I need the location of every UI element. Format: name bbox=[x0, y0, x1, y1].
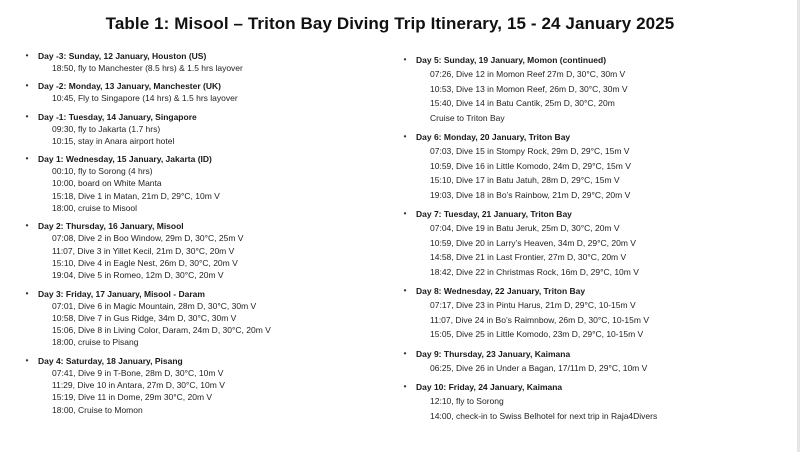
bullet-icon: • bbox=[25, 221, 29, 231]
day-heading-text: Day 6: Monday, 20 January, Triton Bay bbox=[416, 132, 571, 142]
itinerary-entry: 10:45, Fly to Singapore (14 hrs) & 1.5 hrs layover bbox=[52, 93, 238, 104]
day-heading-text: Day 7: Tuesday, 21 January, Triton Bay bbox=[416, 209, 572, 219]
itinerary-entry: 15:05, Dive 25 in Little Komodo, 23m D, 29°C, 10-15m V bbox=[430, 329, 644, 339]
itinerary-entry: 12:10, fly to Sorong bbox=[430, 396, 504, 406]
day-heading-text: Day 10: Friday, 24 January, Kaimana bbox=[416, 382, 563, 392]
itinerary-entry: 18:00, cruise to Misool bbox=[52, 203, 138, 214]
bullet-icon: • bbox=[25, 355, 29, 365]
itinerary-entry: 14:00, check-in to Swiss Belhotel for next trip in Raja4Divers bbox=[430, 410, 658, 421]
day-block bbox=[400, 348, 770, 376]
itinerary-entry: 00:10, fly to Sorong (4 hrs) bbox=[52, 166, 153, 177]
day-heading-text: Day 3: Friday, 17 January, Misool - Daram bbox=[38, 288, 205, 299]
day-entries-list bbox=[416, 221, 770, 279]
day-block bbox=[22, 288, 392, 349]
itinerary-entry: 11:29, Dive 10 in Antara, 27m D, 30°C, 10m V bbox=[52, 380, 225, 391]
bullet-icon: • bbox=[403, 286, 407, 295]
day-heading bbox=[403, 348, 770, 361]
itinerary-entry: 07:41, Dive 9 in T-Bone, 28m D, 30°C, 10m V bbox=[52, 367, 224, 378]
day-entries-list bbox=[38, 92, 392, 104]
day-block bbox=[22, 355, 392, 416]
day-block bbox=[22, 111, 392, 148]
itinerary-entry: 14:58, Dive 21 in Last Frontier, 27m D, 30°C, 20m V bbox=[430, 252, 627, 262]
day-heading bbox=[25, 288, 392, 300]
itinerary-entry: 15:06, Dive 8 in Living Color, Daram, 24m D, 30°C, 20m V bbox=[52, 325, 271, 336]
bullet-icon: • bbox=[403, 348, 407, 358]
itinerary-entry: 10:59, Dive 16 in Little Komodo, 24m D, 29°C, 15m V bbox=[430, 160, 631, 171]
itinerary-entry: 18:00, Cruise to Momon bbox=[52, 404, 143, 415]
itinerary-entry: 18:00, cruise to Pisang bbox=[52, 337, 139, 348]
day-block bbox=[22, 80, 392, 104]
itinerary-entry: 10:58, Dive 7 in Gus Ridge, 34m D, 30°C, 30m V bbox=[52, 312, 237, 323]
day-entries-list bbox=[416, 144, 770, 202]
day-heading-text: Day -3: Sunday, 12 January, Houston (US) bbox=[38, 51, 207, 61]
day-heading-text: Day 5: Sunday, 19 January, Momon (continued) bbox=[416, 55, 607, 65]
day-entries-list bbox=[38, 232, 392, 281]
itinerary-entry: 09:30, fly to Jakarta (1.7 hrs) bbox=[52, 123, 161, 134]
itinerary-entry: Cruise to Triton Bay bbox=[430, 112, 505, 123]
bullet-icon: • bbox=[25, 154, 29, 164]
day-entries-list bbox=[38, 123, 392, 148]
day-entries-list bbox=[38, 165, 392, 214]
bullet-icon: • bbox=[25, 51, 29, 60]
day-block bbox=[400, 208, 770, 279]
itinerary-entry: 11:07, Dive 3 in Yillet Kecil, 21m D, 30°C, 20m V bbox=[52, 245, 235, 256]
itinerary-entry: 19:04, Dive 5 in Romeo, 12m D, 30°C, 20m V bbox=[52, 270, 224, 281]
itinerary-entry: 07:08, Dive 2 in Boo Window, 29m D, 30°C, 25m V bbox=[52, 233, 244, 244]
day-heading bbox=[25, 153, 392, 165]
bullet-icon: • bbox=[25, 288, 29, 298]
itinerary-entry: 15:40, Dive 14 in Batu Cantik, 25m D, 30°C, 20m bbox=[430, 98, 615, 108]
itinerary-entry: 10:00, board on White Manta bbox=[52, 178, 162, 189]
itinerary-entry: 10:15, stay in Anara airport hotel bbox=[52, 135, 175, 146]
day-heading bbox=[403, 285, 770, 298]
itinerary-left-column bbox=[22, 50, 392, 422]
day-heading bbox=[403, 208, 770, 221]
day-heading-text: Day 2: Thursday, 16 January, Misool bbox=[38, 221, 184, 232]
day-entries-list bbox=[38, 367, 392, 416]
day-block bbox=[400, 131, 770, 202]
day-entries-list bbox=[416, 394, 770, 423]
itinerary-entry: 11:07, Dive 24 in Bo’s Raimnbow, 26m D, 30°C, 10-15m V bbox=[430, 314, 649, 325]
bullet-icon: • bbox=[403, 209, 407, 218]
day-block bbox=[400, 54, 770, 125]
page-title: Table 1: Misool – Triton Bay Diving Trip Itinerary, 15 - 24 January 2025 bbox=[105, 14, 675, 33]
day-heading bbox=[25, 80, 392, 92]
itinerary-entry: 15:10, Dive 4 in Eagle Nest, 26m D, 30°C, 20m V bbox=[52, 257, 238, 268]
day-heading bbox=[403, 131, 770, 144]
day-block bbox=[400, 381, 770, 423]
bullet-icon: • bbox=[403, 55, 407, 64]
itinerary-entry: 15:19, Dive 11 in Dome, 29m 30°C, 20m V bbox=[52, 392, 213, 403]
day-block bbox=[22, 50, 392, 74]
day-heading bbox=[25, 50, 392, 62]
itinerary-entry: 10:59, Dive 20 in Larry’s Heaven, 34m D, 29°C, 20m V bbox=[430, 237, 636, 248]
bullet-icon: • bbox=[25, 81, 29, 91]
bullet-icon: • bbox=[403, 132, 407, 141]
itinerary-entry: 07:17, Dive 23 in Pintu Harus, 21m D, 29°C, 10-15m V bbox=[430, 300, 636, 310]
day-entries-list bbox=[416, 361, 770, 376]
day-heading-text: Day -2: Monday, 13 January, Manchester (UK) bbox=[38, 81, 221, 92]
day-heading bbox=[25, 355, 392, 367]
day-heading bbox=[25, 111, 392, 123]
itinerary-entry: 15:10, Dive 17 in Batu Jatuh, 28m D, 29°C, 15m V bbox=[430, 175, 620, 185]
itinerary-entry: 18:50, fly to Manchester (8.5 hrs) & 1.5 hrs layover bbox=[52, 63, 243, 73]
day-entries-list bbox=[416, 298, 770, 342]
day-heading-text: Day 4: Saturday, 18 January, Pisang bbox=[38, 355, 183, 366]
itinerary-entry: 19:03, Dive 18 in Bo’s Rainbow, 21m D, 29°C, 20m V bbox=[430, 189, 631, 200]
itinerary-entry: 10:53, Dive 13 in Momon Reef, 26m D, 30°C, 30m V bbox=[430, 83, 628, 94]
day-heading bbox=[403, 381, 770, 394]
day-entries-list bbox=[38, 300, 392, 349]
itinerary-entry: 18:42, Dive 22 in Christmas Rock, 16m D, 29°C, 10m V bbox=[430, 266, 639, 277]
itinerary-entry: 06:25, Dive 26 in Under a Bagan, 17/11m D, 29°C, 10m V bbox=[430, 362, 648, 373]
bullet-icon: • bbox=[403, 382, 407, 391]
day-heading-text: Day -1: Tuesday, 14 January, Singapore bbox=[38, 111, 197, 122]
day-block bbox=[22, 220, 392, 281]
day-entries-list bbox=[38, 62, 392, 74]
bullet-icon: • bbox=[25, 111, 29, 121]
day-heading bbox=[25, 220, 392, 232]
day-heading bbox=[403, 54, 770, 67]
itinerary-entry: 07:03, Dive 15 in Stompy Rock, 29m D, 29°C, 15m V bbox=[430, 146, 630, 156]
itinerary-entry: 15:18, Dive 1 in Matan, 21m D, 29°C, 10m V bbox=[52, 190, 220, 201]
day-block bbox=[22, 153, 392, 214]
itinerary-entry: 07:26, Dive 12 in Momon Reef 27m D, 30°C, 30m V bbox=[430, 69, 626, 79]
day-block bbox=[400, 285, 770, 342]
day-heading-text: Day 1: Wednesday, 15 January, Jakarta (ID) bbox=[38, 154, 212, 165]
itinerary-entry: 07:04, Dive 19 in Batu Jeruk, 25m D, 30°C, 20m V bbox=[430, 223, 620, 233]
day-heading-text: Day 9: Thursday, 23 January, Kaimana bbox=[416, 348, 571, 359]
day-heading-text: Day 8: Wednesday, 22 January, Triton Bay bbox=[416, 286, 586, 296]
day-entries-list bbox=[416, 67, 770, 125]
itinerary-right-column bbox=[400, 54, 770, 429]
itinerary-entry: 07:01, Dive 6 in Magic Mountain, 28m D, 30°C, 30m V bbox=[52, 300, 257, 311]
